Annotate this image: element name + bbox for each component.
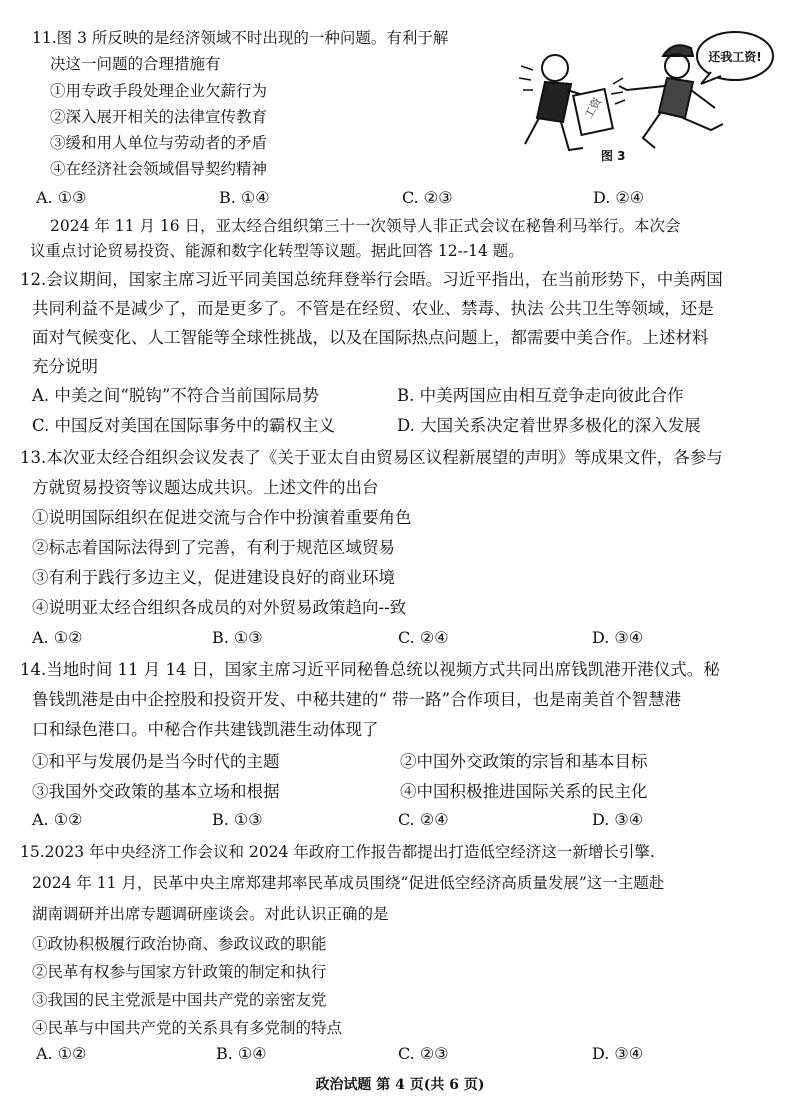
q15-stem-line-1: 15.2023 年中央经济工作会议和 2024 年政府工作报告都提出打造低空经济这一新增长引擎. (20, 843, 655, 861)
page-footer: 政治试题 第 4 页(共 6 页) (315, 1077, 485, 1093)
q15-item-3: ③我国的民主党派是中国共产党的亲密友党 (32, 991, 327, 1009)
q14-stem-line-2: 鲁钱凯港是由中企控股和投资开发、中秘共建的“ 带一路”合作项目，也是南美首个智慧港 (32, 690, 682, 709)
q14-item-3: ③我国外交政策的基本立场和根据 (32, 782, 280, 801)
q11-item-2: ②深入展开相关的法律宣传教育 (50, 108, 268, 126)
q11-item-1: ①用专政手段处理企业欠薪行为 (50, 82, 268, 100)
q12-stem-line-3: 面对气候变化、人工智能等全球性挑战，以及在国际热点问题上，都需要中美合作。上述材料 (32, 328, 709, 347)
q13-option-c[interactable]: C. ②④ (398, 628, 449, 647)
q15-option-d[interactable]: D. ③④ (592, 1044, 644, 1063)
q15-stem-line-2: 2024 年 11 月，民革中央主席郑建邦率民革成员围绕“促进低空经济高质量发展”这一主题赴 (32, 874, 665, 892)
q11-stem-line-1: 11.图 3 所反映的是经济领域不时出现的一种问题。有利于解 (32, 29, 449, 47)
figure-caption: 图 3 (601, 149, 626, 163)
q14-option-a[interactable]: A. ①② (32, 810, 83, 829)
q12-option-b[interactable]: B. 中美两国应由相互竞争走向彼此合作 (397, 386, 684, 405)
q11-stem-line-2: 决这一问题的合理措施有 (50, 55, 221, 73)
q13-stem-line-2: 方就贸易投资等议题达成共识。上述文件的出台 (32, 478, 379, 497)
q12-option-d[interactable]: D. 大国关系决定着世界多极化的深入发展 (397, 416, 701, 435)
q13-item-3: ③有利于践行多边主义，促进建设良好的商业环境 (32, 568, 395, 587)
q13-option-b[interactable]: B. ①③ (212, 628, 263, 647)
q15-option-b[interactable]: B. ①④ (216, 1044, 267, 1063)
q13-item-1: ①说明国际组织在促进交流与合作中扮演着重要角色 (32, 508, 412, 527)
q11-item-3: ③缓和用人单位与劳动者的矛盾 (50, 134, 268, 152)
q15-item-1: ①政协积极履行政治协商、参政议政的职能 (32, 935, 327, 953)
q13-option-a[interactable]: A. ①② (32, 628, 83, 647)
q12-stem-line-1: 12.会议期间，国家主席习近平同美国总统拜登举行会晤。习近平指出，在当前形势下，中美两国 (20, 270, 723, 289)
q12-stem-line-2: 共同利益不是减少了，而是更多了。不管是在经贸、农业、禁毒、执法 公共卫生等领域，还是 (32, 299, 714, 318)
q15-option-a[interactable]: A. ①② (36, 1044, 87, 1063)
speech-bubble-text: 还我工资! (708, 50, 762, 64)
q12-option-a[interactable]: A. 中美之间“脱钩”不符合当前国际局势 (32, 386, 319, 405)
q14-item-2: ②中国外交政策的宗旨和基本目标 (400, 752, 648, 771)
q14-stem-line-3: 口和绿色港口。中秘合作共建钱凯港生动体现了 (32, 720, 379, 739)
q12-option-c[interactable]: C. 中国反对美国在国际事务中的霸权主义 (32, 416, 336, 435)
figure-3-cartoon (515, 26, 780, 166)
q15-option-c[interactable]: C. ②③ (398, 1044, 449, 1063)
q15-options (36, 1044, 756, 1066)
q14-options (32, 810, 752, 832)
q11-option-a[interactable]: A. ①③ (36, 188, 87, 207)
q15-item-2: ②民革有权参与国家方针政策的制定和执行 (32, 963, 327, 981)
q14-stem-line-1: 14.当地时间 11 月 14 日，国家主席习近平同秘鲁总统以视频方式共同出席钱凯港开港仪式。秘 (20, 660, 720, 679)
sign-text: 工资 (581, 95, 605, 121)
q13-stem-line-1: 13.本次亚太经合组织会议发表了《关于亚太自由贸易区议程新展望的声明》等成果文件，各参与 (20, 448, 723, 467)
q13-option-d[interactable]: D. ③④ (592, 628, 644, 647)
q13-options (32, 628, 752, 650)
q13-item-2: ②标志着国际法得到了完善，有利于规范区域贸易 (32, 538, 395, 557)
q15-item-4: ④民革与中国共产党的关系具有多党制的特点 (32, 1019, 343, 1037)
q11-options (36, 188, 756, 210)
q14-item-4: ④中国积极推进国际关系的民主化 (400, 782, 648, 801)
q14-option-c[interactable]: C. ②④ (398, 810, 449, 829)
q15-stem-line-3: 湖南调研并出席专题调研座谈会。对此认识正确的是 (32, 905, 389, 923)
q11-option-b[interactable]: B. ①④ (219, 188, 270, 207)
q11-option-c[interactable]: C. ②③ (402, 188, 453, 207)
q14-item-1: ①和平与发展仍是当今时代的主题 (32, 752, 280, 771)
q11-item-4: ④在经济社会领域倡导契约精神 (50, 160, 268, 178)
intro-line-1: 2024 年 11 月 16 日，亚太经合组织第三十一次领导人非正式会议在秘鲁利马举行。本次会 (50, 217, 681, 235)
q12-stem-line-4: 充分说明 (32, 357, 98, 376)
q14-option-d[interactable]: D. ③④ (592, 810, 644, 829)
q11-option-d[interactable]: D. ②④ (593, 188, 645, 207)
intro-line-2: 议重点讨论贸易投资、能源和数字化转型等议题。据此回答 12--14 题。 (30, 242, 524, 260)
q13-item-4: ④说明亚太经合组织各成员的对外贸易政策趋向--致 (32, 598, 407, 617)
q14-option-b[interactable]: B. ①③ (212, 810, 263, 829)
